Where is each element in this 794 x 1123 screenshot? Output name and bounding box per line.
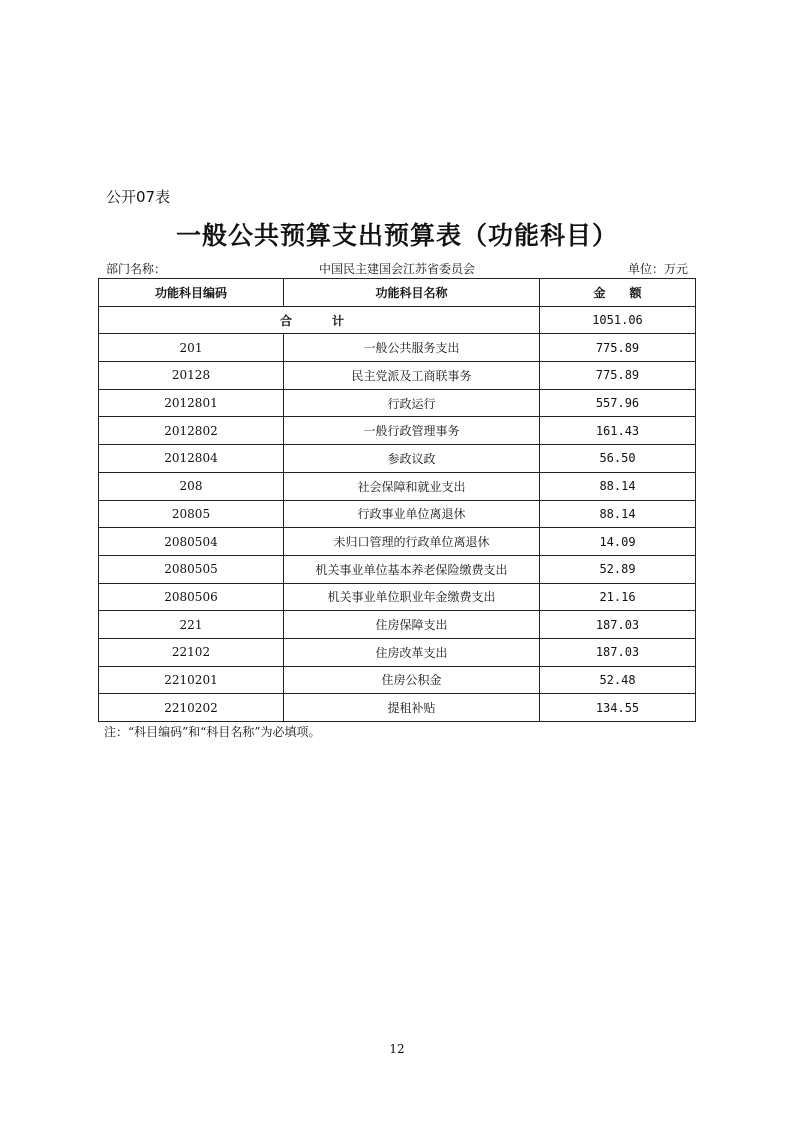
header-code: 功能科目编码 — [99, 279, 284, 307]
row-name-cell: 提租补贴 — [284, 694, 540, 722]
row-amount-cell: 52.48 — [540, 666, 696, 694]
row-code-cell: 2080506 — [99, 583, 284, 611]
table-row — [99, 638, 696, 666]
table-row — [99, 666, 696, 694]
row-amount-cell: 52.89 — [540, 555, 696, 583]
footnote: 注：“科目编码”和“科目名称”为必填项。 — [104, 725, 321, 739]
row-code-cell: 2210202 — [99, 694, 284, 722]
row-name-cell: 参政议政 — [284, 445, 540, 473]
table-row — [99, 362, 696, 390]
header-amount: 金 额 — [540, 279, 696, 307]
row-code-cell: 2012801 — [99, 389, 284, 417]
table-row — [99, 445, 696, 473]
table-row — [99, 334, 696, 362]
row-name-cell: 行政运行 — [284, 389, 540, 417]
table-row — [99, 472, 696, 500]
header-name: 功能科目名称 — [284, 279, 540, 307]
row-name-cell: 民主党派及工商联事务 — [284, 362, 540, 390]
table-row — [99, 611, 696, 639]
table-body — [99, 306, 696, 721]
row-amount-cell: 88.14 — [540, 472, 696, 500]
department-label: 部门名称： — [106, 262, 167, 276]
row-code-cell: 2012804 — [99, 445, 284, 473]
total-label: 合 计 — [99, 306, 540, 334]
table-header-row — [99, 279, 696, 307]
row-amount-cell: 161.43 — [540, 417, 696, 445]
row-name-cell: 住房改革支出 — [284, 638, 540, 666]
budget-table — [98, 278, 696, 722]
total-row — [99, 306, 696, 334]
table-row — [99, 694, 696, 722]
row-amount-cell: 775.89 — [540, 362, 696, 390]
row-code-cell: 22102 — [99, 638, 284, 666]
row-code-cell: 2080505 — [99, 555, 284, 583]
row-amount-cell: 187.03 — [540, 611, 696, 639]
row-name-cell: 行政事业单位离退休 — [284, 500, 540, 528]
row-code-cell: 208 — [99, 472, 284, 500]
page-title: 一般公共预算支出预算表（功能科目） — [175, 221, 618, 250]
row-amount-cell: 56.50 — [540, 445, 696, 473]
row-amount-cell: 14.09 — [540, 528, 696, 556]
row-code-cell: 20805 — [99, 500, 284, 528]
row-amount-cell: 557.96 — [540, 389, 696, 417]
row-name-cell: 机关事业单位基本养老保险缴费支出 — [284, 555, 540, 583]
row-name-cell: 住房保障支出 — [284, 611, 540, 639]
page-number: 12 — [389, 1042, 405, 1056]
row-code-cell: 2210201 — [99, 666, 284, 694]
table-row — [99, 389, 696, 417]
row-amount-cell: 88.14 — [540, 500, 696, 528]
row-name-cell: 未归口管理的行政单位离退休 — [284, 528, 540, 556]
row-name-cell: 一般行政管理事务 — [284, 417, 540, 445]
row-amount-cell: 21.16 — [540, 583, 696, 611]
table-row — [99, 528, 696, 556]
row-code-cell: 221 — [99, 611, 284, 639]
table-row — [99, 500, 696, 528]
row-code-cell: 2080504 — [99, 528, 284, 556]
row-code-cell: 20128 — [99, 362, 284, 390]
row-name-cell: 住房公积金 — [284, 666, 540, 694]
row-name-cell: 一般公共服务支出 — [284, 334, 540, 362]
row-name-cell: 机关事业单位职业年金缴费支出 — [284, 583, 540, 611]
row-code-cell: 201 — [99, 334, 284, 362]
form-number: 公开07表 — [106, 188, 171, 206]
row-amount-cell: 187.03 — [540, 638, 696, 666]
table-row — [99, 417, 696, 445]
row-amount-cell: 134.55 — [540, 694, 696, 722]
table-row — [99, 583, 696, 611]
row-name-cell: 社会保障和就业支出 — [284, 472, 540, 500]
table-row — [99, 555, 696, 583]
department-name: 中国民主建国会江苏省委员会 — [318, 262, 475, 276]
total-amount: 1051.06 — [540, 306, 696, 334]
unit-label: 单位：万元 — [627, 262, 688, 276]
row-amount-cell: 775.89 — [540, 334, 696, 362]
row-code-cell: 2012802 — [99, 417, 284, 445]
